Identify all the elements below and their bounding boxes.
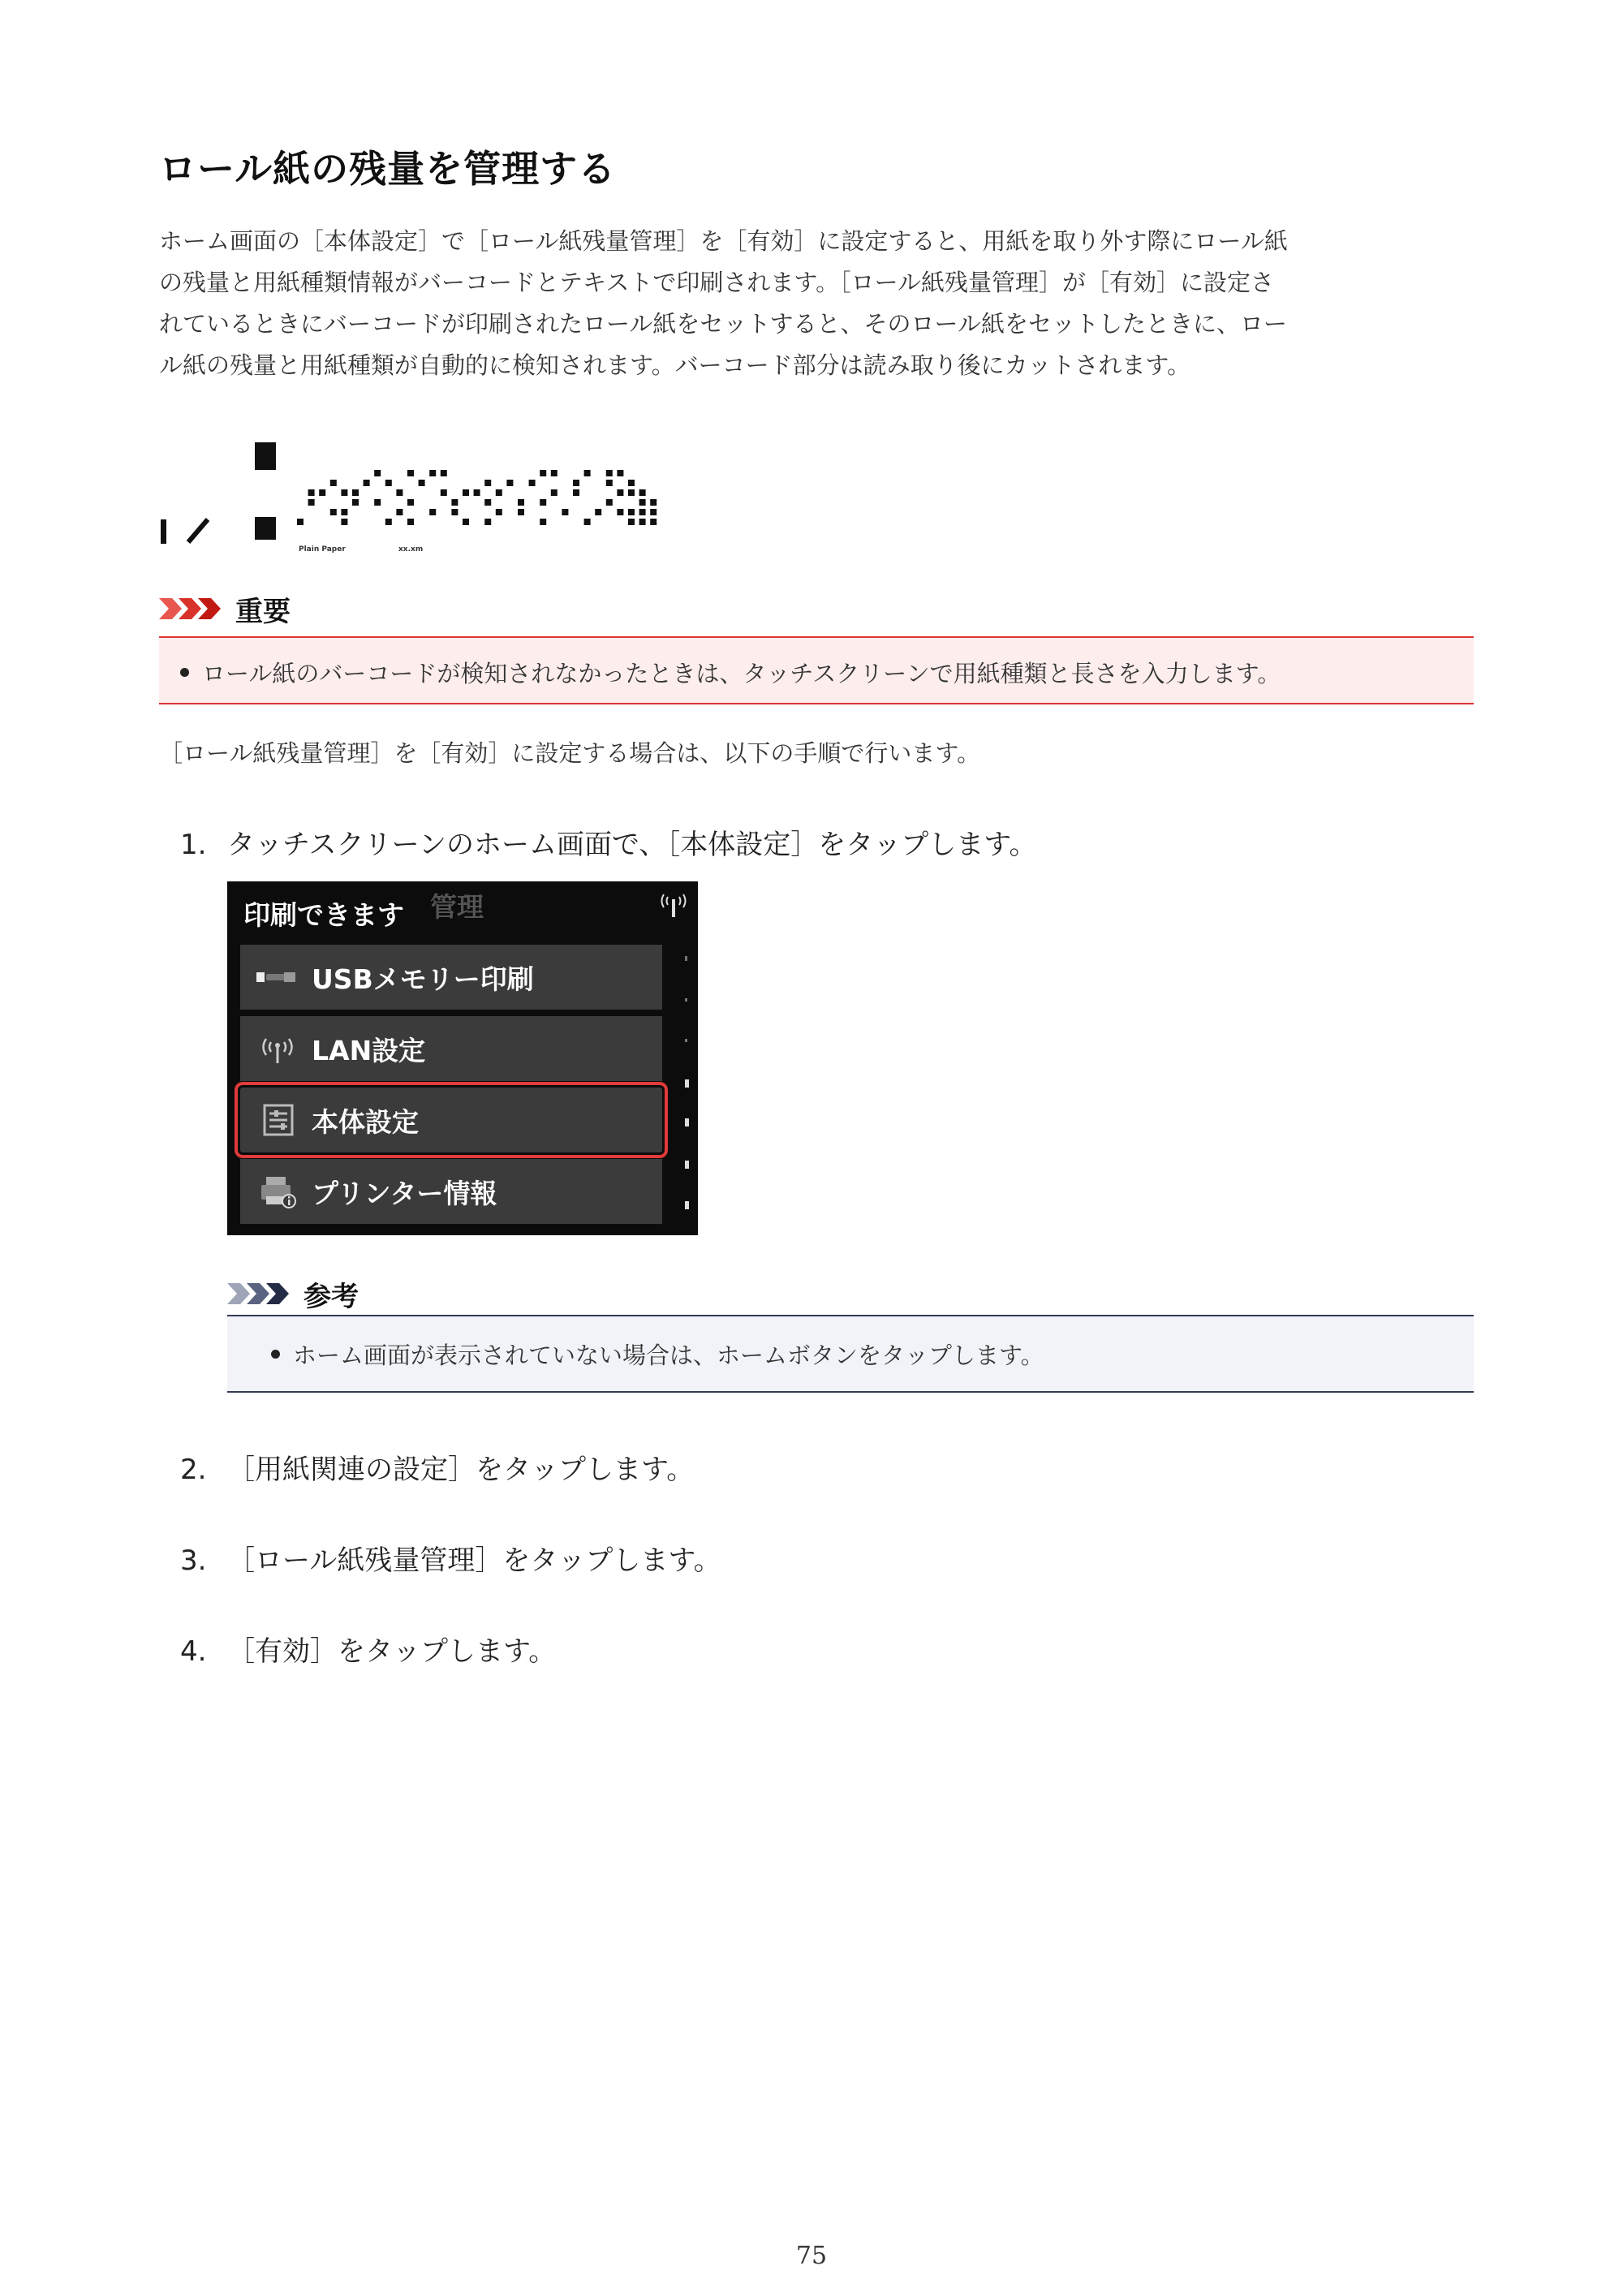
printer-info-icon — [255, 1174, 300, 1209]
step-number: 4. — [180, 1635, 207, 1668]
menu-item-usb-print[interactable] — [240, 945, 662, 1010]
barcode-dot — [628, 509, 635, 515]
barcode-dot — [540, 499, 546, 506]
barcode-dot — [341, 509, 347, 515]
note-label: 参考 — [304, 1280, 359, 1313]
step-number: 2. — [180, 1454, 207, 1486]
menu-item-lan-settings[interactable] — [240, 1016, 662, 1081]
barcode-dot — [429, 509, 436, 515]
barcode-dot — [639, 499, 646, 506]
barcode-dot — [451, 499, 458, 506]
step-3 — [180, 1538, 721, 1578]
barcode-illustration — [159, 442, 662, 556]
important-arrows-icon — [159, 595, 232, 622]
procedure-intro: ［ロール紙残量管理］を［有効］に設定する場合は、以下の手順で行います。 — [159, 739, 981, 767]
signal-icon — [657, 888, 690, 920]
settings-icon — [255, 1102, 300, 1138]
intro-paragraph — [159, 221, 1482, 386]
barcode-dot — [584, 519, 591, 525]
barcode-dot — [474, 489, 480, 496]
barcode-dot — [341, 519, 347, 525]
barcode-dot — [628, 480, 635, 486]
barcode-dot — [396, 489, 403, 496]
barcode-dot — [297, 519, 304, 525]
barcode-dot — [484, 499, 491, 506]
usb-icon — [255, 959, 300, 995]
barcode-dot — [584, 470, 591, 476]
intro-line: れているときにバーコードが印刷されたロール紙をセットすると、そのロール紙をセットしたときに、ロー — [159, 310, 1287, 338]
barcode-dot — [639, 509, 646, 515]
intro-line: の残量と用紙種類情報がバーコードとテキストで印刷されます。［ロール紙残量管理］が［有効］に設定さ — [159, 269, 1275, 296]
barcode-dot — [308, 499, 315, 506]
barcode-dot — [606, 499, 613, 506]
barcode-dot — [441, 470, 447, 476]
note-item — [271, 1338, 1044, 1371]
step-text: ［有効］をタップします。 — [227, 1635, 557, 1668]
antenna-icon — [255, 1031, 300, 1066]
barcode-dot — [562, 509, 568, 515]
barcode-dot — [551, 489, 558, 496]
barcode-dot — [650, 509, 657, 515]
barcode-dot — [518, 499, 524, 506]
barcode-dot — [650, 499, 657, 506]
barcode-dot — [419, 480, 425, 486]
barcode-dot — [374, 470, 381, 476]
barcode-dot — [374, 499, 381, 506]
menu-item-label: プリンター情報 — [312, 1177, 497, 1209]
barcode-dot — [385, 519, 392, 525]
barcode-dot — [496, 509, 502, 515]
scroll-indicator — [683, 950, 690, 1226]
note-arrows-icon — [227, 1280, 300, 1307]
barcode-dot — [429, 470, 436, 476]
important-heading — [159, 591, 291, 627]
menu-item-label: 本体設定 — [312, 1105, 419, 1138]
barcode-dot — [639, 519, 646, 525]
step-text: ［ロール紙残量管理］をタップします。 — [227, 1544, 721, 1577]
barcode-dot — [551, 470, 558, 476]
barcode-dot — [606, 480, 613, 486]
step-4 — [180, 1629, 556, 1669]
barcode-dot — [518, 509, 524, 515]
important-item — [180, 656, 1281, 689]
barcode-dot — [595, 509, 601, 515]
barcode-dot — [407, 499, 414, 506]
intro-line: ル紙の残量と用紙種類が自動的に検知されます。バーコード部分は読み取り後にカットされます。 — [159, 351, 1191, 379]
barcode-dot — [506, 480, 513, 486]
barcode-dot — [352, 489, 359, 496]
note-heading — [227, 1276, 359, 1312]
barcode-dot — [341, 489, 347, 496]
barcode-dot — [441, 489, 447, 496]
barcode-dot — [496, 489, 502, 496]
barcode-dot — [529, 480, 536, 486]
barcode-dot — [352, 499, 359, 506]
step-2 — [180, 1447, 694, 1487]
barcode-dot — [396, 509, 403, 515]
page-title: ロール紙の残量を管理する — [159, 147, 617, 191]
menu-item-label: USBメモリー印刷 — [312, 963, 534, 995]
barcode-dot — [650, 519, 657, 525]
step-text: ［用紙関連の設定］をタップします。 — [227, 1454, 695, 1486]
barcode-dot — [484, 519, 491, 525]
barcode-dots — [297, 470, 657, 525]
step-text: タッチスクリーンのホーム画面で、［本体設定］をタップします。 — [227, 829, 1037, 861]
barcode-dot — [330, 480, 337, 486]
bullet-icon — [180, 668, 189, 677]
barcode-dot — [308, 489, 315, 496]
screen-ghost-text: 管理 — [430, 891, 484, 923]
menu-item-label: LAN設定 — [312, 1034, 426, 1066]
barcode-dot — [617, 470, 623, 476]
screen-title: 印刷できます — [243, 899, 404, 931]
barcode-dot — [451, 509, 458, 515]
barcode-dot — [463, 519, 469, 525]
barcode-length-label: xx.xm — [398, 545, 424, 554]
step-number: 1. — [180, 829, 207, 861]
page-number: 75 — [795, 2242, 828, 2270]
barcode-dot — [385, 480, 392, 486]
barcode-dot — [617, 509, 623, 515]
barcode-paper-label: Plain Paper — [299, 545, 346, 554]
touchscreen-image — [227, 881, 698, 1235]
barcode-dot — [330, 509, 337, 515]
barcode-dot — [484, 480, 491, 486]
barcode-dot — [364, 480, 370, 486]
important-label: 重要 — [235, 595, 291, 628]
barcode-dot — [573, 489, 579, 496]
intro-line: ホーム画面の［本体設定］で［ロール紙残量管理］を［有効］に設定すると、用紙を取り外す際にロール紙 — [159, 227, 1288, 255]
step-number: 3. — [180, 1544, 207, 1577]
note-item-text: ホーム画面が表示されていない場合は、ホームボタンをタップします。 — [293, 1342, 1044, 1369]
barcode-dot — [540, 470, 546, 476]
barcode-dot — [463, 489, 469, 496]
menu-item-printer-info[interactable] — [240, 1159, 662, 1224]
barcode-dot — [606, 470, 613, 476]
important-item-text: ロール紙のバーコードが検知されなかったときは、タッチスクリーンで用紙種類と長さを入力します。 — [202, 660, 1281, 687]
barcode-dot — [319, 489, 325, 496]
barcode-dot — [617, 489, 623, 496]
barcode-dot — [628, 519, 635, 525]
barcode-dot — [407, 519, 414, 525]
barcode-dot — [573, 480, 579, 486]
barcode-dot — [407, 470, 414, 476]
barcode-dot — [628, 489, 635, 496]
menu-item-device-settings[interactable] — [240, 1088, 662, 1152]
bullet-icon — [271, 1350, 280, 1359]
barcode-dot — [540, 519, 546, 525]
step-1 — [180, 822, 1037, 862]
barcode-dot — [639, 489, 646, 496]
